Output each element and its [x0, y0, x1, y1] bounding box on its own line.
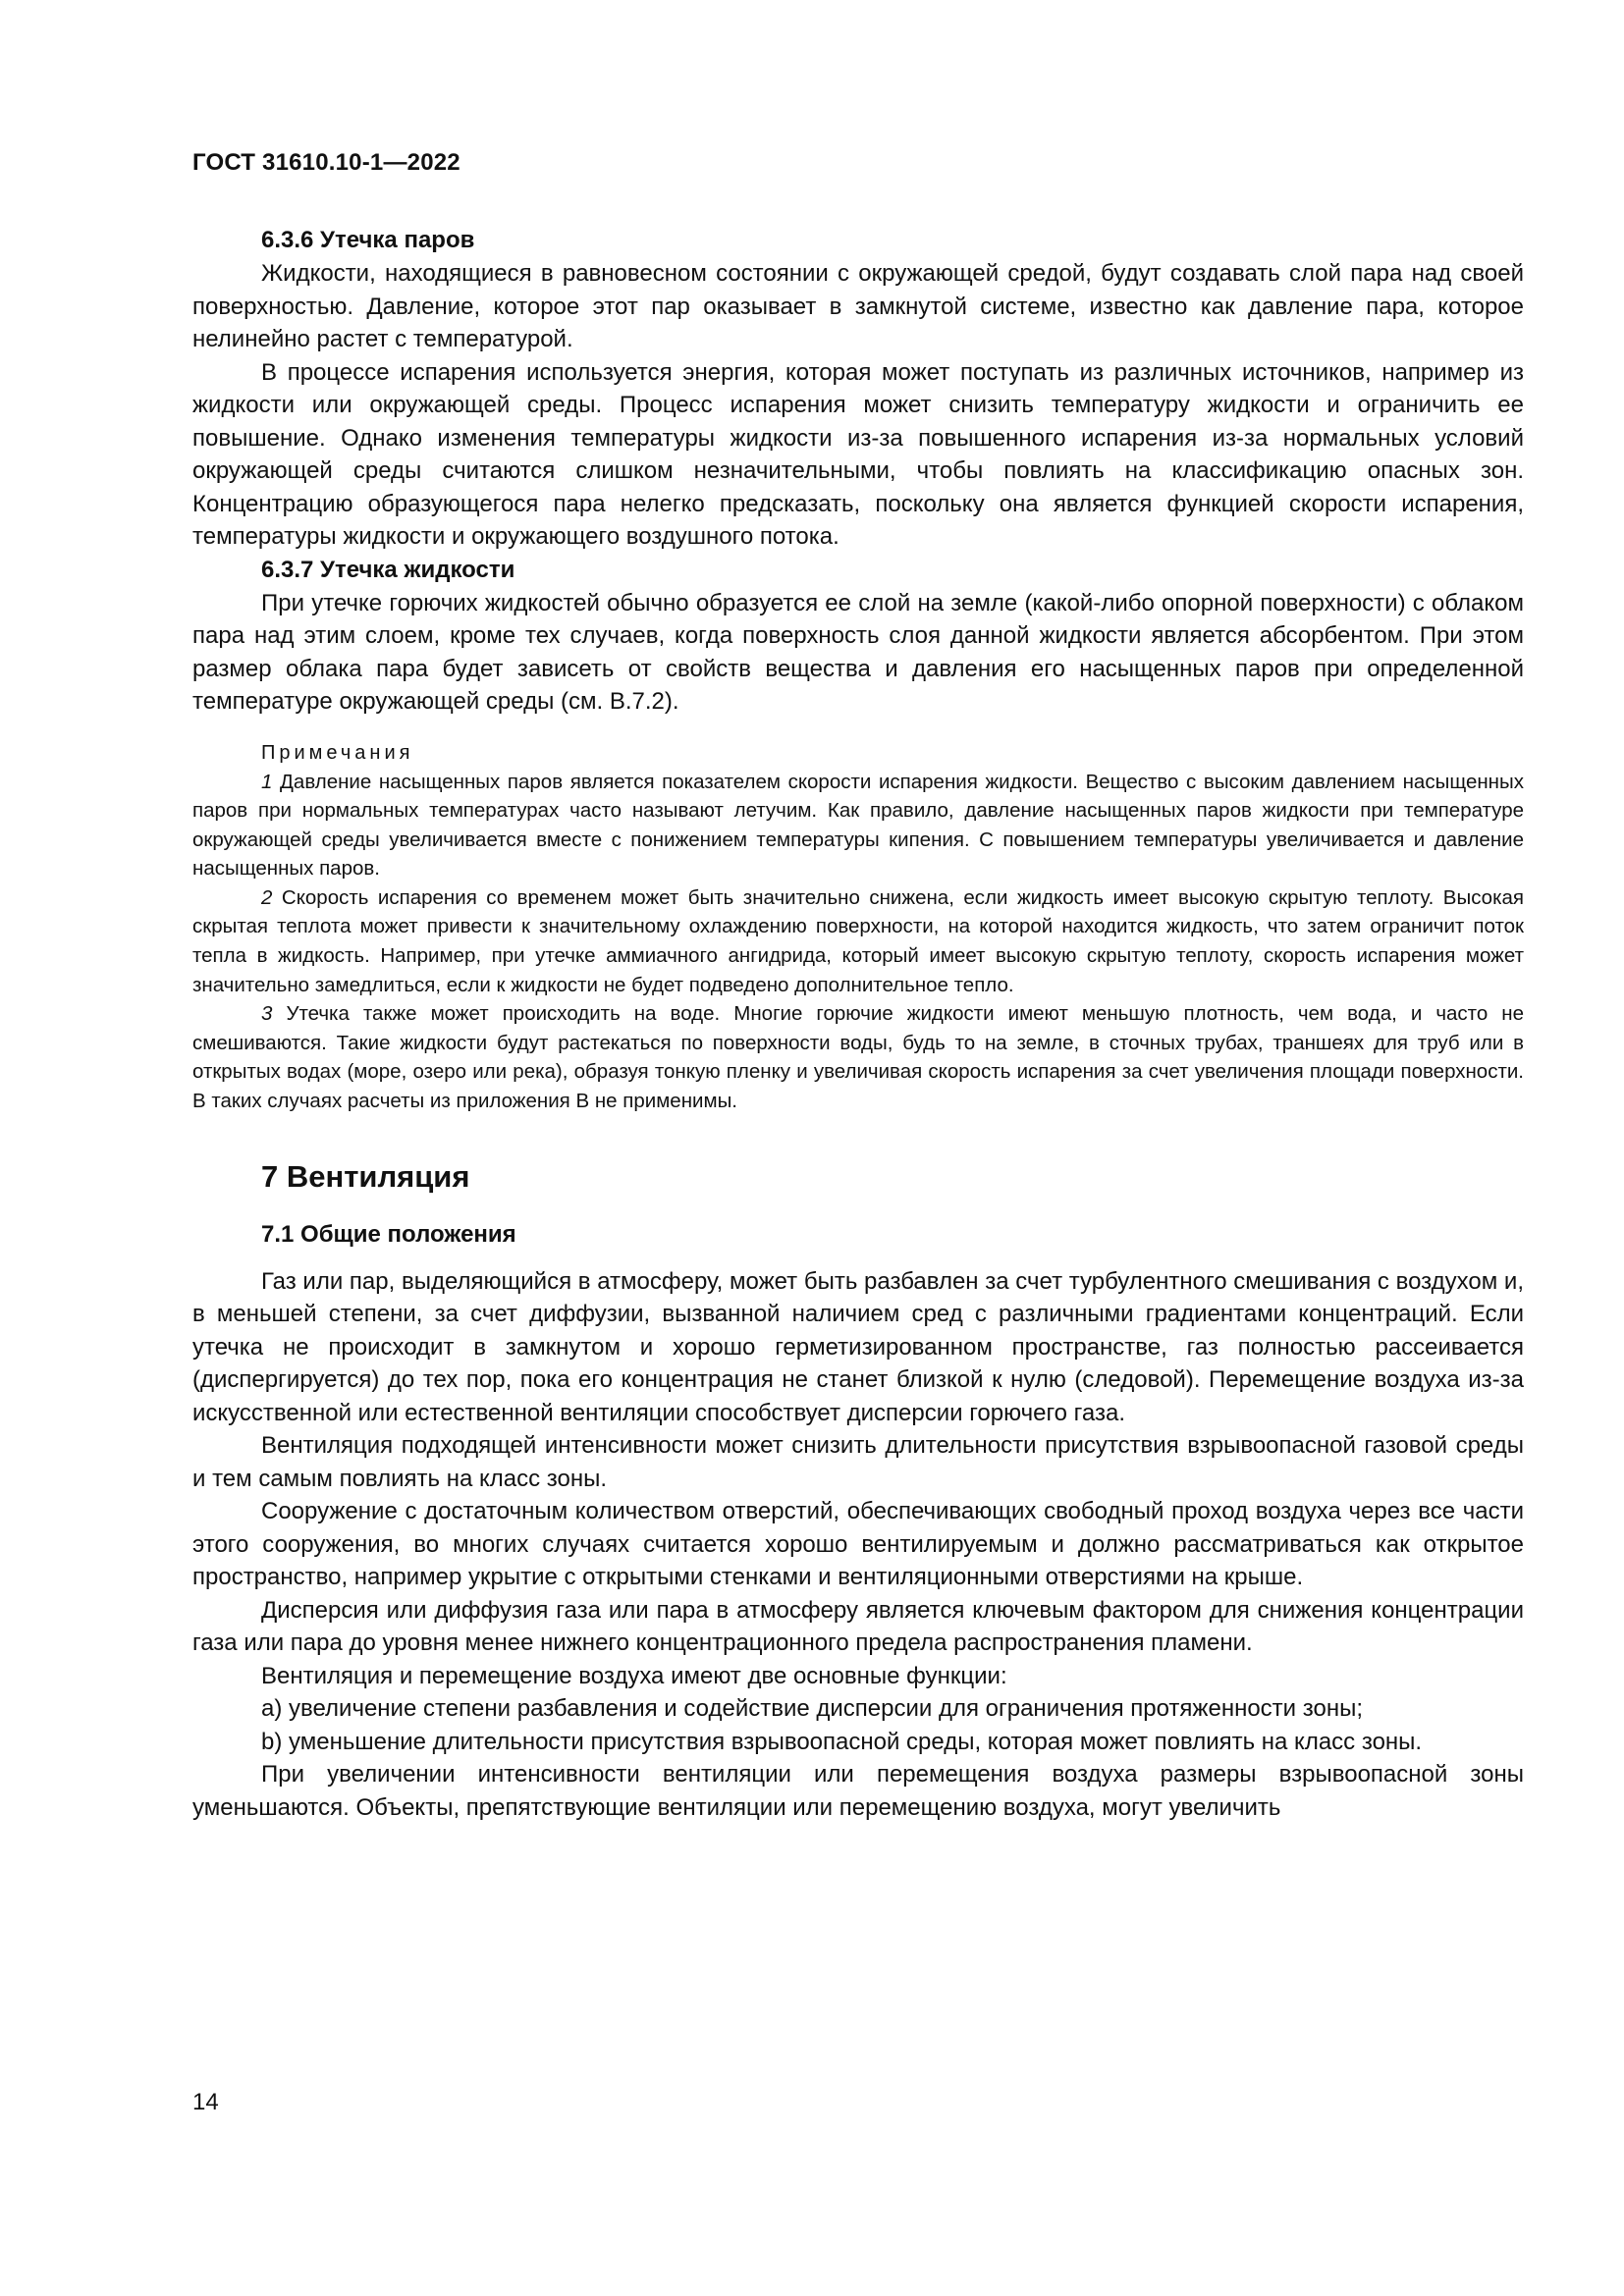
section-heading-6-3-6: 6.3.6 Утечка паров [261, 227, 475, 253]
note-3 [192, 999, 1524, 1115]
list-item-a: a) увеличение степени разбавления и содействие дисперсии для ограничения протяженности зоны; [261, 1695, 1363, 1723]
note-2 [192, 883, 1524, 999]
page-number: 14 [192, 2089, 219, 2115]
paragraph: Жидкости, находящиеся в равновесном состоянии с окружающей средой, будут создавать слой пара над своей поверхностью. Давление, которое этот пар оказывает в замкнутой системе, известно как давление пара, которое нелинейно растет с температурой. [192, 260, 1524, 352]
paragraph: Вентиляция подходящей интенсивности может снизить длительности присутствия взрывоопасной газовой среды и тем самым повлиять на класс зоны. [192, 1432, 1524, 1492]
paragraph: При увеличении интенсивности вентиляции или перемещения воздуха размеры взрывоопасной зоны уменьшаются. Объекты, препятствующие вентиляции или перемещению воздуха, могут увеличить [192, 1761, 1524, 1821]
document-body [192, 224, 1524, 1824]
note-text: Утечка также может происходить на воде. Многие горючие жидкости имеют меньшую плотность, чем вода, и часто не смешиваются. Такие жидкости будут растекаться по поверхности воды, будь то на земле, в сточных трубах, траншеях для труб или в открытых водах (море, озеро или река), образуя тонкую пленку и увеличивая скорость испарения за счет увеличения площади поверхности. В таких случаях расчеты из приложения В не применимы. [192, 1002, 1524, 1113]
document-header: ГОСТ 31610.10-1—2022 [192, 149, 460, 176]
paragraph: Газ или пар, выделяющийся в атмосферу, может быть разбавлен за счет турбулентного смешивания с воздухом и, в меньшей степени, за счет диффузии, вызванной наличием сред с различными градиентами концентраций. Если утечка не происходит в замкнутом и хорошо герметизированном пространстве, газ полностью рассеивается (диспергируется) до тех пор, пока его концентрация не станет близкой к нулю (следовой). Перемещение воздуха из-за искусственной или естественной вентиляции способствует дисперсии горючего газа. [192, 1267, 1524, 1426]
paragraph: Дисперсия или диффузия газа или пара в атмосферу является ключевым фактором для снижения концентрации газа или пара до уровня менее нижнего концентрационного предела распространения пламени. [192, 1596, 1524, 1657]
section-heading-7: 7 Вентиляция [261, 1158, 470, 1194]
note-number: 2 [261, 885, 273, 909]
note-text: Давление насыщенных паров является показателем скорости испарения жидкости. Вещество с высоким давлением насыщенных паров при нормальных температурах часто называют летучим. Как правило, давление насыщенных паров жидкости при температуре окружающей среды увеличивается вместе с понижением температуры кипения. С повышением температуры увеличивается и давление насыщенных паров. [192, 770, 1524, 881]
note-number: 1 [261, 770, 273, 793]
paragraph: Вентиляция и перемещение воздуха имеют две основные функции: [261, 1662, 1007, 1689]
note-1 [192, 768, 1524, 883]
list-item-b: b) уменьшение длительности присутствия взрывоопасной среды, которая может повлиять на класс зоны. [261, 1728, 1423, 1755]
section-heading-7-1: 7.1 Общие положения [261, 1220, 516, 1248]
paragraph: В процессе испарения используется энергия, которая может поступать из различных источников, например из жидкости или окружающей среды. Процесс испарения может снизить температуру жидкости и ограничить ее повышение. Однако изменения температуры жидкости из-за повышенного испарения из-за нормальных условий окружающей среды считаются слишком незначительными, чтобы повлиять на классификацию опасных зон. Концентрацию образующегося пара нелегко предсказать, поскольку она является функцией скорости испарения, температуры жидкости и окружающего воздушного потока. [192, 358, 1524, 550]
section-heading-6-3-7: 6.3.7 Утечка жидкости [261, 556, 515, 583]
note-text: Скорость испарения со временем может быть значительно снижена, если жидкость имеет высокую скрытую теплоту. Высокая скрытая теплота может привести к значительному охлаждению поверхности, на которой находится жидкость, что затем ограничит поток тепла в жидкость. Например, при утечке аммиачного ангидрида, который имеет высокую скрытую теплоту, скорость испарения может значительно замедлиться, если к жидкости не будет подведено дополнительное тепло. [192, 885, 1524, 996]
paragraph: Сооружение с достаточным количеством отверстий, обеспечивающих свободный проход воздуха через все части этого сооружения, во многих случаях считается хорошо вентилируемым и должно рассматриваться как открытое пространство, например укрытие с открытыми стенками и вентиляционными отверстиями на крыше. [192, 1498, 1524, 1591]
notes-title: Примечания [261, 741, 414, 764]
note-number: 3 [261, 1002, 273, 1026]
paragraph: При утечке горючих жидкостей обычно образуется ее слой на земле (какой-либо опорной поверхности) с облаком пара над этим слоем, кроме тех случаев, когда поверхность слоя данной жидкости является абсорбентом. При этом размер облака пара будет зависеть от свойств вещества и давления его насыщенных паров при определенной температуре окружающей среды (см. В.7.2). [192, 589, 1524, 715]
